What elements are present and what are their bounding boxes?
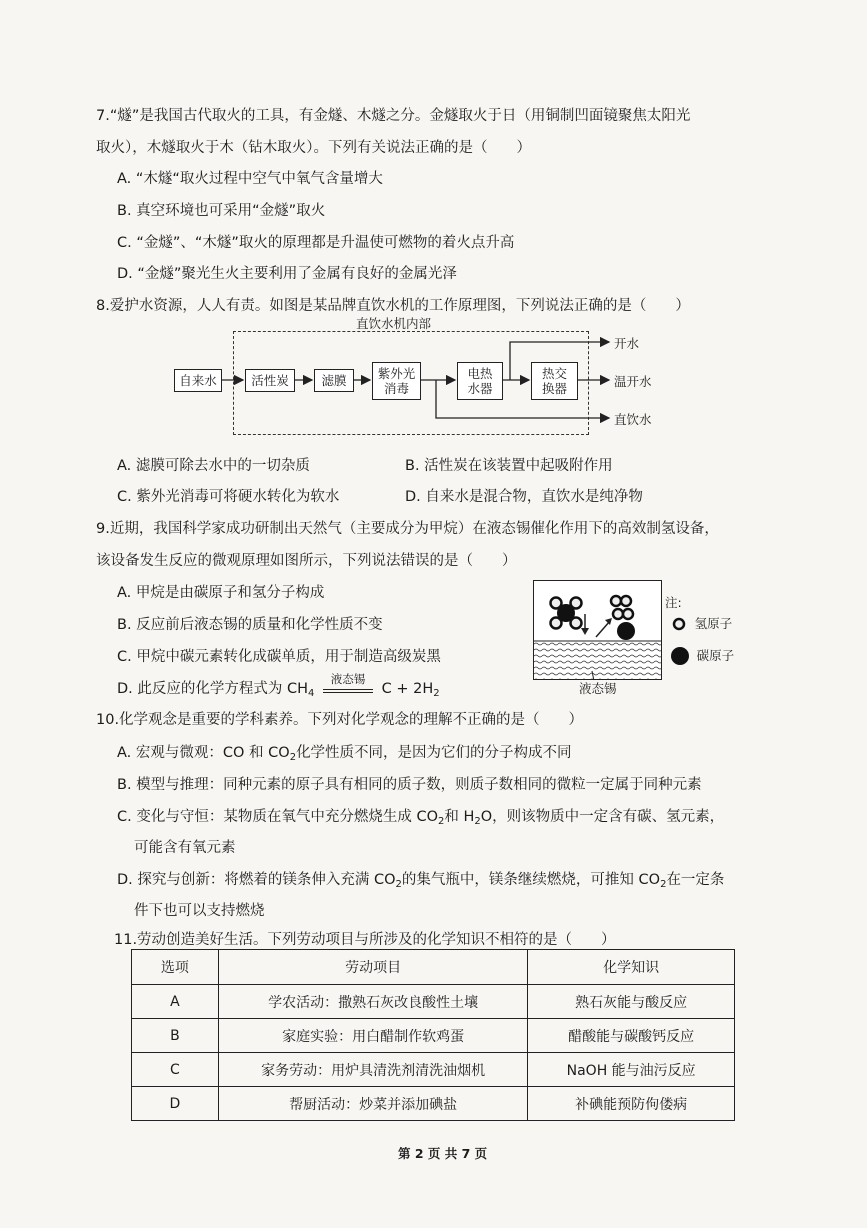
methane-molecule xyxy=(551,598,582,629)
box-tap-water xyxy=(174,369,222,392)
table-row xyxy=(132,985,735,1019)
box-uv-disinfection xyxy=(372,362,421,400)
q8-stem: 8.爱护水资源，人人有责。如图是某品牌直饮水机的工作原理图，下列说法正确的是（ ） xyxy=(96,298,690,314)
q9-stem-line1: 9.近期，我国科学家成功研制出天然气（主要成分为甲烷）在液态锡催化作用下的高效制氢设备， xyxy=(96,521,719,537)
q7-stem-line2: 取火），木燧取火于木（钻木取火）。下列有关说法正确的是（ ） xyxy=(96,140,531,156)
legend-hydrogen xyxy=(672,614,732,632)
cell-knowledge: 醋酸能与碳酸钙反应 xyxy=(528,1019,735,1053)
output-warm-water: 温开水 xyxy=(614,374,652,389)
q10-option-c-cont: 可能含有氧元素 xyxy=(134,840,236,856)
q10-a-post: 化学性质不同，是因为它们的分子构成不同 xyxy=(296,745,572,761)
q7-option-b: B. 真空环境也可采用“金燧”取火 xyxy=(117,203,326,219)
table-row xyxy=(132,1087,735,1121)
q9-stem-line2: 该设备发生反应的微观原理如图所示，下列说法错误的是（ ） xyxy=(96,553,517,569)
box-filter-membrane-label: 滤膜 xyxy=(321,373,347,388)
q9-d-sub: 4 xyxy=(308,688,315,699)
q10-a-sub: 2 xyxy=(289,752,297,763)
cell-option: A xyxy=(132,985,219,1019)
box-uv-label-1: 紫外光 xyxy=(377,366,416,381)
diagram-title: 直饮水机内部 xyxy=(356,316,432,331)
q9-d-prefix: D. 此反应的化学方程式为 CH xyxy=(117,681,309,697)
q7-option-a: A. “木燧“取火过程中空气中氧气含量增大 xyxy=(117,171,383,187)
q10-d-pre: D. 探究与创新：将燃着的镁条伸入充满 CO xyxy=(117,872,396,888)
q7-stem-line1: 7.“燧”是我国古代取火的工具，有金燧、木燧之分。金燧取火于日（用铜制凹面镜聚焦太阳光 xyxy=(96,108,691,124)
q10-c-mid: 和 H xyxy=(444,809,475,825)
q10-option-a xyxy=(117,741,572,763)
table-row xyxy=(132,1053,735,1087)
box-heat-exchanger xyxy=(531,362,578,400)
q10-c-sub2: 2 xyxy=(474,816,481,827)
q10-stem: 10.化学观念是重要的学科素养。下列对化学观念的理解不正确的是（ ） xyxy=(96,712,584,728)
q10-c-post: O，则该物质中一定含有碳、氢元素， xyxy=(480,809,725,825)
cell-knowledge: 熟石灰能与酸反应 xyxy=(528,985,735,1019)
q11-table xyxy=(131,949,735,1121)
box-activated-carbon-label: 活性炭 xyxy=(251,373,289,388)
flow-arrows xyxy=(0,0,867,450)
tin-label: 液态锡 xyxy=(579,681,617,696)
header-option: 选项 xyxy=(132,950,219,985)
q10-d-sub: 2 xyxy=(395,879,402,890)
q8-option-a: A. 滤膜可除去水中的一切杂质 xyxy=(117,458,310,474)
q10-option-c xyxy=(117,805,724,827)
cell-knowledge: NaOH 能与油污反应 xyxy=(528,1053,735,1087)
q10-a-pre: A. 宏观与微观：CO 和 CO xyxy=(117,745,290,761)
q10-option-d-cont: 件下也可以支持燃烧 xyxy=(134,903,265,919)
q8-option-c: C. 紫外光消毒可将硬水转化为软水 xyxy=(117,489,340,505)
header-labor-project: 劳动项目 xyxy=(218,950,527,985)
q10-d-mid: 的集气瓶中，镁条继续燃烧，可推知 CO xyxy=(401,872,661,888)
q9-option-c: C. 甲烷中碳元素转化成碳单质，用于制造高级炭黑 xyxy=(117,649,441,665)
output-boiling-water: 开水 xyxy=(614,336,640,351)
q9-d-suffix: C + 2H xyxy=(381,681,434,697)
q7-option-d: D. “金燧”聚光生火主要利用了金属有良好的金属光泽 xyxy=(117,266,457,282)
cell-option: D xyxy=(132,1087,219,1121)
q9-d-equals xyxy=(323,689,373,693)
box-activated-carbon xyxy=(245,369,295,392)
hydrogen-molecules xyxy=(611,596,633,619)
q8-option-b: B. 活性炭在该装置中起吸附作用 xyxy=(405,458,613,474)
legend-carbon xyxy=(670,646,734,666)
box-filter-membrane xyxy=(314,369,354,392)
q7-option-c: C. “金燧”、“木燧”取火的原理都是升温使可燃物的着火点升高 xyxy=(117,235,515,251)
q9-d-arrow-condition xyxy=(323,672,373,693)
q10-c-sub: 2 xyxy=(438,816,445,827)
q10-d-post: 在一定条 xyxy=(666,872,725,888)
q9-d-sub2: 2 xyxy=(433,688,440,699)
table-header-row xyxy=(132,950,735,985)
q9-d-condition: 液态锡 xyxy=(330,672,366,686)
table-row xyxy=(132,1019,735,1053)
box-heater-label-2: 水器 xyxy=(467,381,493,396)
cell-option: C xyxy=(132,1053,219,1087)
box-tap-water-label: 自来水 xyxy=(179,373,217,388)
header-chem-knowledge: 化学知识 xyxy=(528,950,735,985)
cell-project: 学农活动：撒熟石灰改良酸性土壤 xyxy=(218,985,527,1019)
page-footer: 第 2 页 共 7 页 xyxy=(398,1146,488,1161)
vessel-drawing xyxy=(534,581,661,679)
cell-option: B xyxy=(132,1019,219,1053)
q8-option-d: D. 自来水是混合物，直饮水是纯净物 xyxy=(405,489,643,505)
q10-option-b: B. 模型与推理：同种元素的原子具有相同的质子数，则质子数相同的微粒一定属于同种元素 xyxy=(117,777,702,793)
output-direct-water: 直饮水 xyxy=(614,412,652,427)
box-exchanger-label-2: 换器 xyxy=(541,381,567,396)
hydrogen-atom-icon xyxy=(672,617,686,631)
carbon-product xyxy=(617,622,635,640)
q9-option-b: B. 反应前后液态锡的质量和化学性质不变 xyxy=(117,617,383,633)
cell-knowledge: 补碘能预防佝偻病 xyxy=(528,1087,735,1121)
box-exchanger-label-1: 热交 xyxy=(541,366,567,381)
q11-stem: 11.劳动创造美好生活。下列劳动项目与所涉及的化学知识不相符的是（ ） xyxy=(114,932,616,948)
box-electric-heater xyxy=(457,362,503,400)
legend-note: 注: xyxy=(665,595,682,610)
reaction-vessel xyxy=(533,580,662,680)
cell-project: 家务劳动：用炉具清洗剂清洗油烟机 xyxy=(218,1053,527,1087)
q9-option-d xyxy=(117,672,440,699)
q9-option-a: A. 甲烷是由碳原子和氢分子构成 xyxy=(117,585,325,601)
cell-project: 帮厨活动：炒菜并添加碘盐 xyxy=(218,1087,527,1121)
q10-c-pre: C. 变化与守恒：某物质在氧气中充分燃烧生成 CO xyxy=(117,809,438,825)
box-uv-label-2: 消毒 xyxy=(383,381,409,396)
q10-option-d xyxy=(117,868,724,890)
carbon-atom-icon xyxy=(670,646,690,666)
q10-d-sub2: 2 xyxy=(660,879,667,890)
box-heater-label-1: 电热 xyxy=(467,366,493,381)
legend-hydrogen-label: 氢原子 xyxy=(694,616,733,631)
legend-carbon-label: 碳原子 xyxy=(696,648,735,663)
cell-project: 家庭实验：用白醋制作软鸡蛋 xyxy=(218,1019,527,1053)
